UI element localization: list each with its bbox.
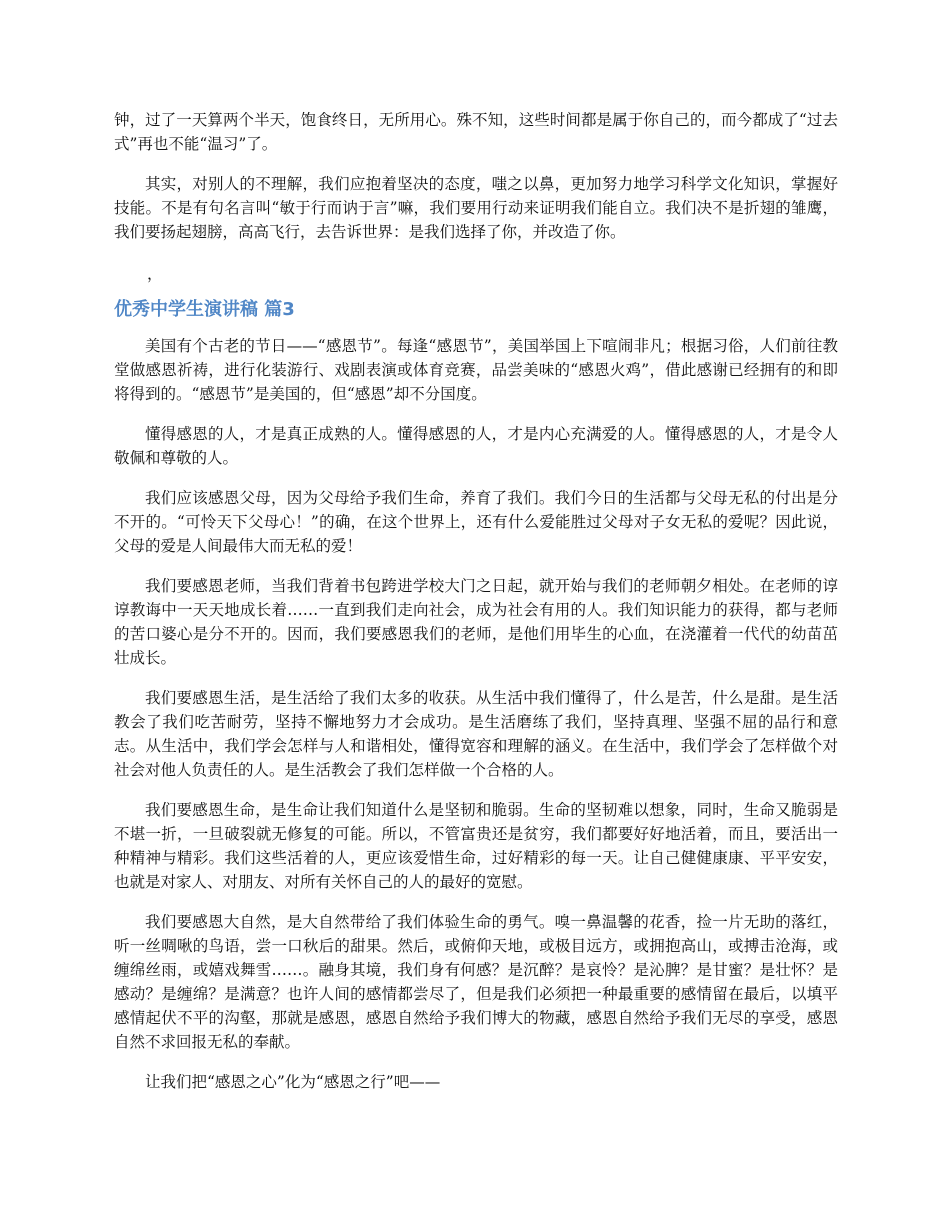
paragraph-nature: 我们要感恩大自然，是大自然带给了我们体验生命的勇气。嗅一鼻温馨的花香，捡一片无助的落红，听一丝啁啾的鸟语，尝一口秋后的甜果。然后，或俯仰天地，或极目远方，或拥抱高山，或搏击沧海，或缠绵丝雨，或嬉戏舞雪……。融身其境，我们身有何感？是沉醉？是哀怜？是沁脾？是甘蜜？是壮怀？是感动？是缠绵？是满意？也许人间的感情都尝尽了，但是我们必须把一种最重要的感情留在最后，以填平感情起伏不平的沟壑，那就是感恩，感恩自然给予我们博大的物藏，感恩自然给予我们无尽的享受，感恩自然不求回报无私的奉献。 xyxy=(114,913,838,1051)
paragraph-closing: 让我们把“感恩之心”化为“感恩之行”吧—— xyxy=(145,1073,441,1091)
paragraph-lifetime: 我们要感恩生命，是生命让我们知道什么是坚韧和脆弱。生命的坚韧难以想象，同时，生命又脆弱是不堪一折，一旦破裂就无修复的可能。所以，不管富贵还是贫穷，我们都要好好地活着，而且，要活出一种精神与精彩。我们这些活着的人，更应该爱惜生命，过好精彩的每一天。让自己健健康康、平平安安，也就是对家人、对朋友、对所有关怀自己的人的最好的宽慰。 xyxy=(114,801,838,891)
paragraph-life: 我们要感恩生活，是生活给了我们太多的收获。从生活中我们懂得了，什么是苦，什么是甜。是生活教会了我们吃苦耐劳，坚持不懈地努力才会成功。是生活磨练了我们，坚持真理、坚强不屈的品行和意志。从生活中，我们学会怎样与人和谐相处，懂得宽容和理解的涵义。在生活中，我们学会了怎样做个对社会对他人负责任的人。是生活教会了我们怎样做一个合格的人。 xyxy=(114,689,838,779)
document-page xyxy=(114,108,838,1110)
paragraph-parents: 我们应该感恩父母，因为父母给予我们生命，养育了我们。我们今日的生活都与父母无私的付出是分不开的。“可怜天下父母心！”的确，在这个世界上，还有什么爱能胜过父母对子女无私的爱呢？因此说，父母的爱是人间最伟大而无私的爱！ xyxy=(114,489,838,555)
paragraph-thanksgiving: 美国有个古老的节日——“感恩节”。每逢“感恩节”，美国举国上下喧闹非凡；根据习俗，人们前往教堂做感恩祈祷，进行化装游行、戏剧表演或体育竞赛，品尝美味的“感恩火鸡”，借此感谢已经拥有的和即将得到的。“感恩节”是美国的，但“感恩”却不分国度。 xyxy=(114,337,838,403)
paragraph-gratitude-people: 懂得感恩的人，才是真正成熟的人。懂得感恩的人，才是内心充满爱的人。懂得感恩的人，才是令人敬佩和尊敬的人。 xyxy=(114,425,838,467)
section-heading: 优秀中学生演讲稿 篇3 xyxy=(114,299,295,320)
paragraph-teachers: 我们要感恩老师，当我们背着书包跨进学校大门之日起，就开始与我们的老师朝夕相处。在老师的谆谆教诲中一天天地成长着……一直到我们走向社会，成为社会有用的人。我们知识能力的获得，都与老师的苦口婆心是分不开的。因而，我们要感恩我们的老师，是他们用毕生的心血，在浇灌着一代代的幼苗茁壮成长。 xyxy=(114,577,838,667)
separator-comma: ， xyxy=(147,265,163,283)
paragraph-intro-1: 钟，过了一天算两个半天，饱食终日，无所用心。殊不知，这些时间都是属于你自己的，而今都成了“过去式”再也不能“温习”了。 xyxy=(114,111,838,153)
paragraph-intro-2: 其实，对别人的不理解，我们应抱着坚决的态度，嗤之以鼻，更加努力地学习科学文化知识，掌握好技能。不是有句名言叫“敏于行而讷于言”嘛，我们要用行动来证明我们能自立。我们决不是折翅的雏鹰，我们要扬起翅膀，高高飞行，去告诉世界：是我们选择了你，并改造了你。 xyxy=(114,175,838,241)
